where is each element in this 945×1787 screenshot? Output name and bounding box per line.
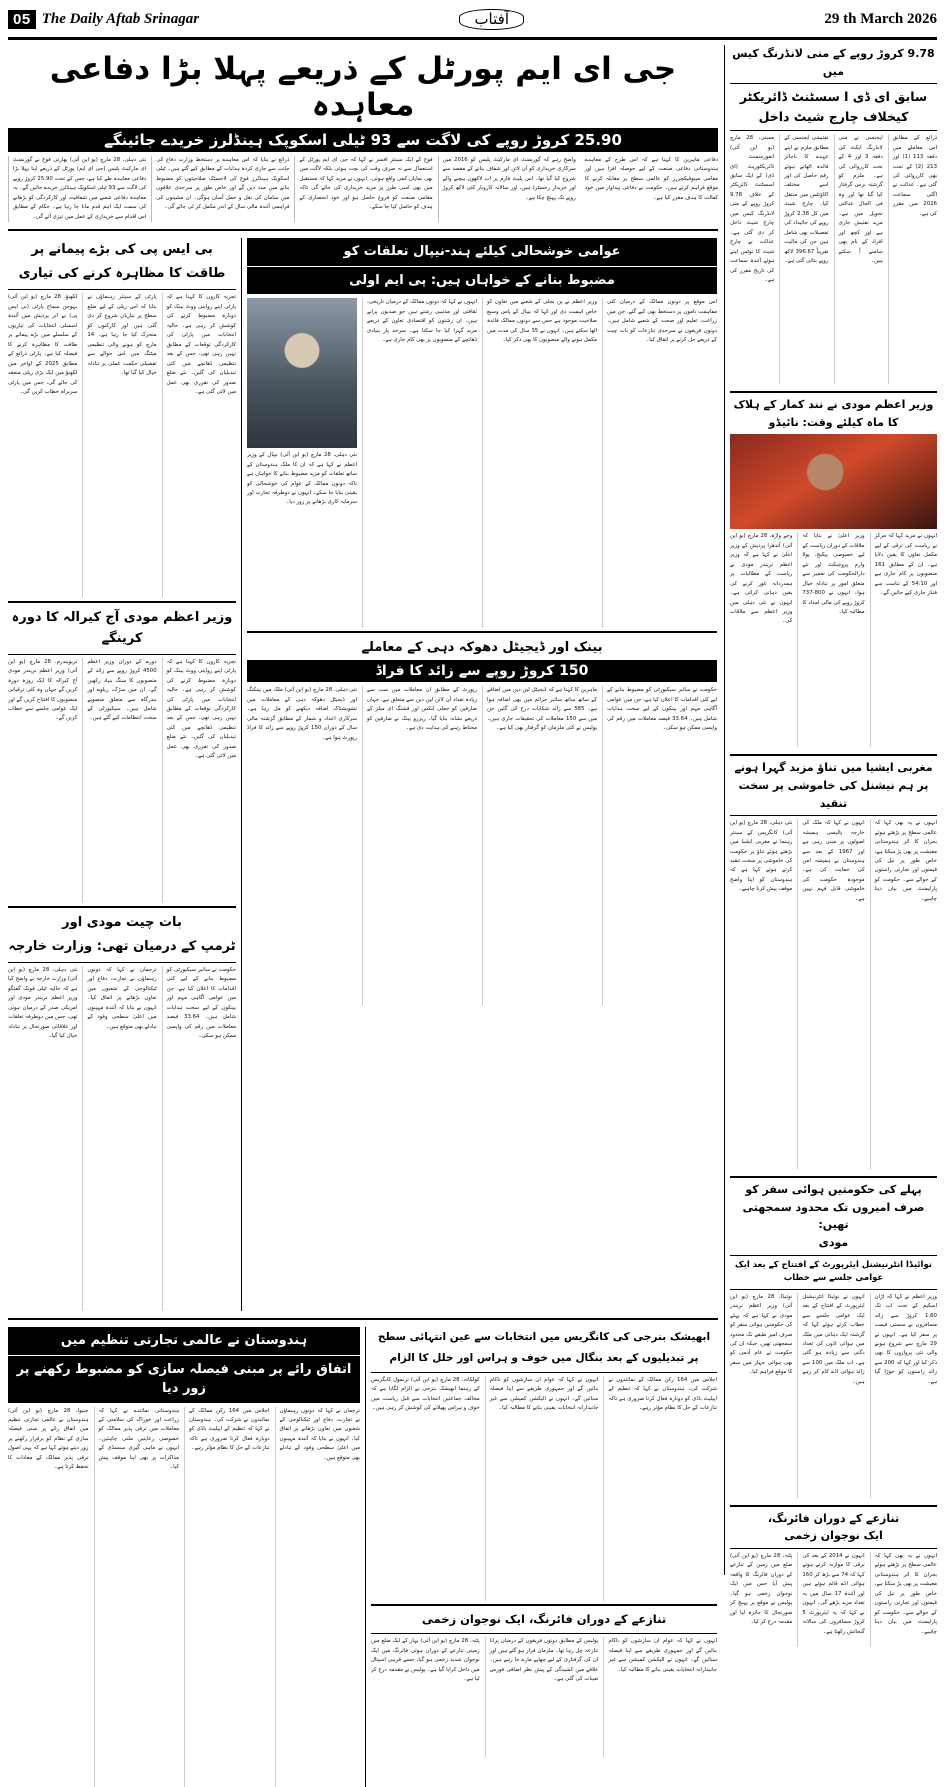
bsp-title-line-1: بی ایس پی کی بڑے پیمانے پر [31, 242, 213, 258]
article-firing [371, 1609, 717, 1758]
wto-title-line-2: اتفاق رائے پر مبنی فیصلہ سازی کو مضبوط رکھنے پر زور دیا [8, 1356, 360, 1403]
fraud-subtitle [247, 660, 717, 682]
divider-2 [8, 601, 236, 603]
modi-airport-rule-2 [730, 1289, 937, 1290]
article-right-firing [730, 1505, 937, 1647]
ed-col-1: ممبئی، 28 مارچ (یو این آئی) انفورسمنٹ ڈائریکٹوریٹ (ای ڈی) کے ایک سابق اسسٹنٹ ڈائریکٹر کے خلاف 9.78 کروڑ روپے کے منی لانڈرنگ کیس میں چارج شیٹ داخل کر دی گئی ہے۔ عدالت نے چارج شیٹ کا نوٹس لیتے ہوئے آئندہ سماعت کی تاریخ مقرر کی ہے۔ [730, 135, 775, 283]
modi-trump-col-2: ترجمان نے کہا کہ دونوں رہنماؤں نے تجارت، دفاع اور ٹیکنالوجی کے شعبوں میں تعاون بڑھانے پر اتفاق کیا۔ انہوں نے بتایا کہ آئندہ مہینوں میں اعلیٰ سطحی وفود کے تبادلے بھی متوقع ہیں۔ [82, 966, 156, 1311]
divider-6 [371, 1604, 717, 1606]
right-firing-col-2: انہوں نے 2014 کے بعد کی ترقی کا موازنہ کرتے ہوئے کہا کہ 74 سے بڑھ کر 160 ہوائی اڈے قائم ہوئے ہیں اور آئندہ 17 سال میں یہ تعداد مزید بڑھے گی۔ انہوں نے کہا کہ یہ ایئرپورٹ 5 کروڑ مسافروں کی سالانہ گنجائش رکھتا ہے۔ [797, 1552, 864, 1647]
nepal-title-line-2: مضبوط بنانے کے خواہاں ہیں: پی ایم اولی [247, 267, 717, 295]
article-wto [8, 1327, 360, 1787]
article-pm-meeting [730, 391, 937, 747]
bsp-rule [8, 289, 236, 290]
modi-trump-body [8, 966, 236, 1311]
firing-col-3: انہوں نے کہا کہ عوام ان سازشوں کو ناکام بنائیں گے اور جمہوری طریقے سے اپنا فیصلہ سنائیں گے۔ انہوں نے الیکشن کمیشن سے غیر جانبدارانہ انتخابات یقینی بنانے کا مطالبہ کیا۔ [603, 1637, 717, 1757]
lead-col-1: نئی دہلی، 28 مارچ (یو این آئی) بھارتی فوج نے گورنمنٹ ای مارکیٹ پلیس (جی ای ایم) پورٹل کے ذریعے اپنا پہلا بڑا دفاعی معاہدہ طے کیا ہے، جس کے تحت 25.90 کروڑ روپے کی لاگت سے 93 ٹیلی اسکوپک ہینڈلرز خریدے جائیں گے۔ یہ معاہدہ دفاعی شعبے میں شفافیت اور کارکردگی کو بڑھانے کی سمت ایک اہم قدم مانا جا رہا ہے۔ حکام کے مطابق اس اقدام سے خریداری کے عمل میں تیزی آئے گی۔ [8, 156, 146, 222]
wto-col-1: جنیوا، 28 مارچ (یو این آئی) ہندوستان نے عالمی تجارتی تنظیم میں اتفاق رائے پر مبنی فیصلہ سازی کے نظام کو برقرار رکھنے پر زور دیتے ہوئے کہا ہے کہ یہی اصول ترقی پذیر ممالک کے مفادات کا تحفظ کرتا ہے۔ [8, 1407, 89, 1471]
lead-col-2: ذرائع نے بتایا کہ اس معاہدے پر دستخط وزارت دفاع کی جانب سے جاری کردہ ہدایات کے مطابق کیے گئے ہیں۔ ٹیلی اسکوپک ہینڈلرز فوج کی لاجسٹک صلاحیتوں کو مضبوط بنانے میں مدد دیں گے اور خاص طور پر سرحدی علاقوں میں سامان کی نقل و حمل آسان ہوگی۔ ان مشینوں کی فراہمی آئندہ مالی سال کے اندر مکمل کر لی جائے گی۔ [151, 156, 289, 222]
fraud-col-4: حکومت نے سائبر سیکیورٹی کو مضبوط بنانے کے لیے کئی اقدامات کا اعلان کیا ہے، جن میں عوامی آگاہی مہم اور بینکوں کے لیے سخت ہدایات شامل ہیں۔ 33.64 فیصد معاملات میں رقم کی واپسی ممکن ہو سکی۔ [602, 686, 717, 1006]
ed-col-2: تفتیشی ایجنسی کے مطابق ملزم نے اپنے عہدے کا ناجائز فائدہ اٹھاتے ہوئے رقم حاصل کی اور اسے مختلف اکاؤنٹس میں منتقل کیا۔ چارج شیٹ میں کل 2.38 کروڑ روپے کی جائیداد کی تفصیلات بھی شامل ہیں جن کی مالیت تقریباً 396.67 لاکھ روپے بتائی گئی ہے۔ [779, 134, 828, 384]
lead-subheadline [8, 128, 718, 152]
modi-kerala-body [8, 658, 236, 903]
fraud-col-3: ماہرین کا کہنا ہے کہ ڈیجیٹل لین دین میں اضافے کے ساتھ ساتھ سائبر جرائم میں بھی اضافہ ہوا ہے۔ 585 سے زائد شکایات درج کی گئیں جن میں سے 150 معاملات کی تحقیقات جاری ہیں۔ پولیس نے کئی ملزمان کو گرفتار بھی کیا ہے۔ [482, 686, 597, 1006]
page-number: 05 [8, 10, 36, 29]
west-asia-body [730, 819, 937, 1169]
west-asia-title: مغربی ایشیا میں تناؤ مزید گہرا ہونے پر ہم نیشنل کی خاموشی پر سخت تنقید [734, 761, 933, 810]
bengal-title-line-1: ابھیشک بنرجی کی کانگریس میں انتخابات سے عین انتہائی سطح [377, 1331, 711, 1344]
nepal-col-2: انہوں نے کہا کہ دونوں ممالک کے درمیان تاریخی، ثقافتی اور مذہبی رشتے ہیں جو صدیوں پرانے ہیں۔ ان رشتوں کو اقتصادی تعاون کے ذریعے مزید گہرا کیا جا سکتا ہے۔ سرحد پار بنیادی ڈھانچے کے منصوبوں پر بھی کام جاری ہے۔ [362, 298, 477, 628]
paper-name: The Daily Aftab Srinagar [41, 11, 200, 27]
lead-story [8, 45, 718, 222]
bsp-title-line-2: طاقت کا مظاہرہ کرنے کی تیاری [18, 266, 226, 282]
ed-body [730, 134, 937, 384]
ed-title: سابق ای ڈی ا سسٹنٹ ڈائریکٹر کیخلاف چارج شیٹ داخل [739, 89, 928, 125]
pm-meeting-col-3: انہوں نے مزید کہا کہ مرکز نے ریاست کی ترقی کے لیے مکمل تعاون کا یقین دلایا ہے۔ ان کے مطابق 161 منصوبوں پر کام جاری ہے اور 54:10 کے تناسب سے فنڈز جاری کیے جائیں گے۔ [870, 532, 937, 747]
modi-trump-col-3: حکومت نے سائبر سیکیورٹی کو مضبوط بنانے کے لیے کئی اقدامات کا اعلان کیا ہے، جن میں عوامی آگاہی مہم اور بینکوں کے لیے سخت ہدایات شامل ہیں۔ 33.64 فیصد معاملات میں رقم کی واپسی ممکن ہو سکی۔ [162, 966, 236, 1311]
ed-col-4: ذرائع کے مطابق اس معاملے میں دفعہ 113 (1) اور 213 (2) کے تحت بھی کارروائی کی گئی ہے۔ عدالت نے اگلی سماعت 2026 میں مقرر کی ہے۔ [888, 134, 937, 384]
modi-kerala-col-2: دورے کے دوران وزیر اعظم 4500 کروڑ روپے سے زائد کے منصوبوں کا سنگ بنیاد رکھیں گے۔ ان میں سڑک، ریلوے اور بندرگاہ سے متعلق منصوبے شامل ہیں۔ سیکیورٹی کے سخت انتظامات کیے گئے ہیں۔ [82, 658, 156, 903]
bengal-col-2: انہوں نے کہا کہ عوام ان سازشوں کو ناکام بنائیں گے اور جمہوری طریقے سے اپنا فیصلہ سنائیں گے۔ انہوں نے الیکشن کمیشن سے غیر جانبدارانہ انتخابات یقینی بنانے کا مطالبہ کیا۔ [485, 1376, 599, 1601]
nepal-title-line-1: عوامی خوشحالی کیلئے ہند-نیپال تعلقات کو [247, 238, 717, 266]
fraud-col-1: نئی دہلی، 28 مارچ (یو این آئی) ملک میں بینکنگ اور ڈیجیٹل دھوکہ دہی کے معاملات میں تشویشناک اضافہ دیکھنے کو مل رہا ہے۔ سرکاری اعداد و شمار کے مطابق گزشتہ مالی سال کے دوران 150 کروڑ روپے سے زائد کا فراڈ رپورٹ ہوا ہے۔ [247, 687, 357, 741]
right-firing-title-1: تنازعے کے دوران فائرنگ، [767, 1511, 900, 1525]
paper-logo: آفتاب [459, 9, 524, 30]
west-asia-col-2: انہوں نے کہا کہ ملک کی خارجہ پالیسی ہمیشہ اصولوں پر مبنی رہی ہے اور 1967 کے بعد سے ہندوستان نے ہمیشہ امن کی حمایت کی ہے۔ موجودہ حکومت کی خاموشی قابل فہم نہیں ہے۔ [797, 819, 864, 1169]
wto-col-2: ہندوستانی نمائندے نے کہا کہ زراعت اور خوراک کی سلامتی کے معاملات میں ترقی پذیر ممالک کو خصوصی رعایتیں ملنی چاہئیں۔ انہوں نے ماہی گیری سبسڈی کے مذاکرات پر بھی اپنا موقف پیش کیا۔ [94, 1407, 180, 1787]
right-firing-col-1: پٹنہ، 28 مارچ (یو این آئی) ضلع میں زمین کے تنازعے کے دوران فائرنگ کا واقعہ پیش آیا جس میں ایک نوجوان زخمی ہو گیا۔ پولیس نے موقع پر پہنچ کر صورتحال کا جائزہ لیا اور مقدمہ درج کر لیا۔ [730, 1552, 793, 1626]
article-west-asia [730, 754, 937, 1169]
bengal-col-1: کولکاتہ، 28 مارچ (یو این آئی) ترنمول کانگریس کے رہنما ابھیشک بنرجی نے الزام لگایا ہے کہ مخالف جماعتیں انتخابات سے قبل ریاست میں خوف و ہراس پھیلانے کی کوشش کر رہی ہیں۔ [371, 1376, 480, 1411]
firing-col-1: پٹنہ، 28 مارچ (یو این آئی) بہار کے ایک ضلع میں زمینی تنازعے کے دوران ہوئی فائرنگ میں ایک نوجوان شدید زخمی ہو گیا، جسے قریبی اسپتال میں داخل کرایا گیا ہے۔ پولیس نے مقدمہ درج کر لیا ہے۔ [371, 1638, 480, 1683]
right-bottom-block [365, 1327, 717, 1787]
pm-meeting-title: وزیر اعظم مودی نے نند کمار کے ہلاک کا ماہ کیلئے وقت: نائیڈو [733, 398, 934, 429]
modi-airport-body [730, 1293, 937, 1498]
nepal-col-3: وزیر اعظم نے پن بجلی کے شعبے میں تعاون کو خاص اہمیت دی اور کہا کہ نیپال کے پاس وسیع صلاحیت موجود ہے جس سے دونوں ممالک فائدہ اٹھا سکتے ہیں۔ انہوں نے 35 سال کی مدت میں مکمل ہونے والے منصوبوں کا بھی ذکر کیا۔ [482, 298, 597, 628]
center-column-block [241, 238, 717, 1311]
lead-col-3: فوج کے ایک سینئر افسر نے کہا کہ جی ای ایم پورٹل کے استعمال سے نہ صرف وقت کی بچت ہوئی بلکہ لاگت میں بھی نمایاں کمی واقع ہوئی۔ انہوں نے مزید کہا کہ مستقبل میں بھی اسی طرز پر مزید خریداری کی جائے گی تاکہ مقامی صنعت کو فروغ حاصل ہو اور خود انحصاری کے ہدف کو حاصل کیا جا سکے۔ [294, 156, 432, 222]
article-bengal [371, 1327, 717, 1601]
article-bsp [8, 238, 236, 598]
nepal-photo [247, 298, 357, 448]
article-nepal [247, 238, 717, 628]
lead-body [8, 156, 718, 222]
modi-kerala-col-1: تریویندرم، 28 مارچ (یو این آئی) وزیر اعظم نریندر مودی آج کیرالہ کا ایک روزہ دورہ کریں گے جہاں وہ کئی ترقیاتی منصوبوں کا افتتاح کریں گے اور ایک عوامی جلسے سے خطاب کریں گے۔ [8, 658, 78, 722]
masthead-left [8, 10, 199, 29]
article-modi-airport [730, 1176, 937, 1498]
west-asia-col-3: انہوں نے یہ بھی کہا کہ عالمی سطح پر بڑھتے ہوئے بحران کا اثر ہندوستانی معیشت پر بھی پڑ سکتا ہے، خاص طور پر تیل کی قیمتوں اور تجارتی راستوں کے حوالے سے۔ حکومت کو پارلیمنٹ میں بیان دینا چاہیے۔ [870, 819, 937, 1169]
divider-3 [8, 906, 236, 908]
wto-col-3: اجلاس میں 164 رکن ممالک کے نمائندوں نے شرکت کی۔ ہندوستان نے کہا کہ تنظیم کے اپیلیٹ باڈی کو دوبارہ فعال کرنا ضروری ہے تاکہ تنازعات کے حل کا نظام مؤثر رہے۔ [184, 1407, 270, 1787]
firing-rule [371, 1633, 717, 1634]
modi-trump-rule [8, 962, 236, 963]
right-firing-rule [730, 1548, 937, 1549]
divider-4 [247, 631, 717, 633]
wto-col-4: ترجمان نے کہا کہ دونوں رہنماؤں نے تجارت، دفاع اور ٹیکنالوجی کے شعبوں میں تعاون بڑھانے پر اتفاق کیا۔ انہوں نے بتایا کہ آئندہ مہینوں میں اعلیٰ سطحی وفود کے تبادلے بھی متوقع ہیں۔ [275, 1407, 361, 1787]
bsp-col-3: تجزیہ کاروں کا کہنا ہے کہ پارٹی اپنے روایتی ووٹ بینک کو دوبارہ مضبوط کرنے کی کوشش کر رہی ہے۔ حالیہ انتخابات میں پارٹی کی کارکردگی توقعات کے مطابق نہیں رہی تھی، جس کے بعد تنظیمی ڈھانچے میں کئی تبدیلیاں کی گئیں۔ نئے ضلع صدور کی تقرری بھی عمل میں لائی گئی ہے۔ [162, 293, 236, 598]
divider-1 [8, 229, 718, 231]
lead-col-5: دفاعی ماہرین کا کہنا ہے کہ اس طرح کے معاہدے ہندوستانی دفاعی صنعت کے لیے حوصلہ افزا ہیں اور مقامی مینوفیکچررز کو عالمی سطح پر مقابلہ کرنے کا موقع فراہم کرتے ہیں۔ حکومت نے دفاعی پیداوار میں خود کفالت کا ہدف مقرر کیا ہے۔ [584, 157, 719, 201]
west-asia-col-1: نئی دہلی، 28 مارچ (یو این آئی) کانگریس کے سینئر رہنما نے مغربی ایشیا میں بڑھتے ہوئے تناؤ پر حکومت کی خاموشی پر سخت تنقید کرتے ہوئے کہا ہے کہ ہندوستان کو اپنا واضح موقف پیش کرنا چاہیے۔ [730, 820, 793, 893]
firing-col-2: پولیس کے مطابق دونوں فریقوں کے درمیان پرانا تنازعہ چل رہا تھا۔ ملزمان فرار ہو گئے ہیں اور ان کی گرفتاری کے لیے چھاپے مارے جا رہے ہیں۔ علاقے میں کشیدگی کے پیش نظر اضافی فورس تعینات کی گئی ہے۔ [485, 1637, 599, 1757]
bengal-col-3: اجلاس میں 164 رکن ممالک کے نمائندوں نے شرکت کی۔ ہندوستان نے کہا کہ تنظیم کے اپیلیٹ باڈی کو دوبارہ فعال کرنا ضروری ہے تاکہ تنازعات کے حل کا نظام مؤثر رہے۔ [603, 1376, 717, 1601]
bengal-title-line-2: پر تبدیلیوں کے بعد بنگال میں خوف و ہراس اور خلل کا الزام [389, 1351, 699, 1364]
fraud-col-2: رپورٹ کے مطابق ان معاملات میں سب سے زیادہ تعداد آن لائن لین دین سے متعلق ہے، جہاں صارفین کو جعلی لنکس اور فشنگ ای میلز کے ذریعے نشانہ بنایا گیا۔ ریزرو بینک نے صارفین کو محتاط رہنے کی ہدایت دی ہے۔ [362, 686, 477, 1006]
pm-meeting-body [730, 532, 937, 747]
right-firing-title-2: ایک نوجوان زخمی [784, 1529, 883, 1543]
right-rail [724, 45, 937, 1635]
modi-kerala-title: وزیر اعظم مودی آج کیرالہ کا دورہ کرینگے [11, 610, 233, 646]
ed-rule-2 [730, 130, 937, 131]
modi-trump-title-1: بات چیت مودی اور [62, 914, 182, 930]
nepal-col-4: اس موقع پر دونوں ممالک کے درمیان کئی مفاہمت ناموں پر دستخط بھی کیے گئے، جن میں زراعت، تعلیم اور صحت کے شعبے شامل ہیں۔ دونوں فریقوں نے سرحدی تنازعات کو بات چیت کے ذریعے حل کرنے پر اتفاق کیا۔ [602, 298, 717, 628]
modi-trump-title-2: ٹرمپ کے درمیان تھی: وزارت خارجہ [8, 938, 236, 954]
main-columns [8, 45, 719, 1683]
lead-sub-text: کروڑ روپے کی لاگت سے 93 ٹیلی اسکوپک ہینڈلرز خریدے جائینگے [104, 131, 570, 149]
issue-date: 29 th March 2026 [824, 11, 937, 27]
modi-airport-col-3: وزیر اعظم نے کہا کہ اڑان اسکیم کے تحت اب تک 1.60 کروڑ سے زائد مسافروں نے سستی قیمت پر سفر کیا ہے۔ انہوں نے 29 مارچ سے شروع ہونے والی نئی پروازوں کا بھی ذکر کیا اور کہا کہ 200 سے زائد راستوں کو جوڑا گیا ہے۔ [870, 1293, 937, 1498]
row-bsp-nepal [8, 238, 718, 1311]
bsp-col-2: پارٹی کے سینئر رہنماؤں نے بتایا کہ اس ریلی کے لیے ضلع سطح پر تیاریاں شروع کر دی گئی ہیں اور کارکنوں کو متحرک کیا جا رہا ہے۔ 14 مارچ کو ہونے والی تنظیمی میٹنگ میں اس حوالے سے تفصیلی حکمت عملی پر تبادلہ خیال کیا گیا تھا۔ [82, 293, 156, 598]
modi-airport-title-2: مودی [818, 1235, 849, 1249]
divider-5 [8, 1318, 718, 1320]
bsp-body [8, 293, 236, 598]
article-ed-chargesheet [730, 45, 937, 384]
modi-trump-col-1: نئی دہلی، 28 مارچ (یو این آئی) وزارت خارجہ نے واضح کیا ہے کہ حالیہ ٹیلی فونک گفتگو وزیر اعظم نریندر مودی اور امریکی صدر کے درمیان ہوئی تھی، جس میں دوطرفہ تعلقات اور علاقائی صورتحال پر تبادلہ خیال کیا گیا۔ [8, 967, 78, 1040]
modi-airport-col-2: انہوں نے نوئیڈا انٹرنیشنل ایئرپورٹ کے افتتاح کے بعد ایک عوامی جلسے سے خطاب کرتے ہوئے کہا کہ گزشتہ ایک دہائی میں ملک میں ہوائی اڈوں کی تعداد دگنی سے زیادہ ہو گئی ہے۔ اب ملک میں 100 سے زائد ہوائی اڈے کام کر رہے ہیں۔ [797, 1293, 864, 1498]
bengal-body [371, 1376, 717, 1601]
lead-col-4: واضح رہے کہ گورنمنٹ ای مارکیٹ پلیس کو 2016 میں سرکاری خریداری کو آن لائن اور شفاف بنانے کے مقصد سے شروع کیا گیا تھا۔ اس پلیٹ فارم پر اب لاکھوں بیچنے والے اور خریدار رجسٹرڈ ہیں، اور سالانہ کاروبار کئی لاکھ کروڑ روپے تک پہنچ چکا ہے۔ [438, 156, 576, 222]
page-body [8, 45, 937, 1683]
modi-airport-rule-1 [730, 1255, 937, 1256]
fraud-sub-number: 150 [559, 663, 589, 680]
ed-col-3: ایجنسی نے منی لانڈرنگ ایکٹ کی دفعہ 3 اور 4 کے تحت کارروائی کی ہے۔ ملزم کو گزشتہ برس گرفتار کیا گیا تھا اور وہ فی الحال عدالتی تحویل میں ہے۔ مزید تفتیش جاری ہے اور کچھ اور افراد کے نام بھی سامنے آ سکتے ہیں۔ [834, 134, 883, 384]
modi-airport-title-1: پہلے کی حکومتیں ہوائی سفر کو صرف امیروں تک محدود سمجھتی تھیں: [742, 1183, 925, 1232]
firing-body [371, 1637, 717, 1757]
wto-title-line-1: ہندوستان نے عالمی تجارتی تنظیم میں [8, 1327, 360, 1355]
firing-title: تنازعے کے دوران فائرنگ، ایک نوجوان زخمی [421, 1611, 667, 1626]
pm-meeting-photo [730, 434, 937, 529]
pm-meeting-col-1: وجے واڑہ، 28 مارچ (یو این آئی) آندھرا پردیش کے وزیر اعلیٰ نے کہا ہے کہ وزیر اعظم نریندر مودی نے ریاست کے مطالبات پر ہمدردانہ غور کرنے کی یقین دہانی کرائی ہے۔ انہوں نے نئی دہلی میں وزیر اعظم سے ملاقات کی۔ [730, 533, 793, 625]
article-modi-kerala [8, 606, 236, 902]
row-bottom [8, 1327, 718, 1787]
nepal-col-photo [247, 298, 357, 628]
right-firing-body [730, 1552, 937, 1647]
modi-airport-col-1: نوئیڈا، 28 مارچ (یو این آئی) وزیر اعظم نریندر مودی نے کہا ہے کہ پہلے کی حکومتیں ہوائی سفر کو صرف امیر طبقے تک محدود سمجھتی تھیں، جبکہ ان کی حکومت نے عام آدمی کو بھی ہوائی جہاز میں سفر کا موقع فراہم کیا۔ [730, 1293, 793, 1376]
modi-kerala-rule [8, 654, 236, 655]
ed-kicker: 9.78 کروڑ روپے کے منی لانڈرنگ کیس میں [732, 47, 935, 78]
nepal-body [247, 298, 717, 628]
west-asia-rule [730, 815, 937, 816]
wto-body [8, 1407, 360, 1787]
article-modi-trump [8, 911, 236, 1311]
fraud-title: بینک اور ڈیجیٹل دھوکہ دہی کے معاملے [361, 640, 603, 656]
nepal-col-1: نئی دہلی، 28 مارچ (یو این آئی) نیپال کے وزیر اعظم نے کہا ہے کہ ان کا ملک ہندوستان کے ساتھ تعلقات کو مزید مضبوط بنانے کا خواہاں ہے تاکہ دونوں ممالک کے عوام کی خوشحالی کو یقینی بنایا جا سکے۔ انہوں نے دوطرفہ تجارت اور سرمایہ کاری بڑھانے پر زور دیا۔ [247, 452, 357, 506]
fraud-sub-text: کروڑ روپے سے زائد کا فراڈ [375, 663, 555, 680]
fraud-body [247, 686, 717, 1006]
ed-rule-1 [730, 83, 937, 84]
lead-sub-number: 25.90 [574, 131, 622, 149]
lead-headline: جی ای ایم پورٹل کے ذریعے پہلا بڑا دفاعی معاہدہ [49, 51, 677, 123]
article-fraud [247, 636, 717, 1006]
left-column-block [8, 238, 236, 1311]
masthead [8, 6, 937, 40]
bengal-rule [371, 1372, 717, 1373]
modi-kerala-col-3: تجزیہ کاروں کا کہنا ہے کہ پارٹی اپنے روایتی ووٹ بینک کو دوبارہ مضبوط کرنے کی کوشش کر رہی ہے۔ حالیہ انتخابات میں پارٹی کی کارکردگی توقعات کے مطابق نہیں رہی تھی، جس کے بعد تنظیمی ڈھانچے میں کئی تبدیلیاں کی گئیں۔ نئے ضلع صدور کی تقرری بھی عمل میں لائی گئی ہے۔ [162, 658, 236, 903]
pm-meeting-col-2: وزیر اعلیٰ نے بتایا کہ ملاقات کے دوران ریاست کے لیے خصوصی پیکیج، پولا وارم پروجیکٹ اور نئے دارالحکومت کی تعمیر سے متعلق امور پر تبادلہ خیال ہوا۔ انہوں نے 800-737 کروڑ روپے کی مالی امداد کا مطالبہ کیا۔ [797, 532, 864, 747]
right-firing-col-3: انہوں نے یہ بھی کہا کہ عالمی سطح پر بڑھتے ہوئے بحران کا اثر ہندوستانی معیشت پر بھی پڑ سکتا ہے، خاص طور پر تیل کی قیمتوں اور تجارتی راستوں کے حوالے سے۔ حکومت کو پارلیمنٹ میں بیان دینا چاہیے۔ [870, 1552, 937, 1647]
bsp-col-1: لکھنؤ، 28 مارچ (یو این آئی) بہوجن سماج پارٹی (بی ایس پی) نے اتر پردیش میں آئندہ اسمبلی انتخابات کی تیاریوں کے سلسلے میں بڑے پیمانے پر طاقت کا مظاہرہ کرنے کا فیصلہ کیا ہے۔ پارٹی ذرائع کے مطابق 2025 کے اواخر میں لکھنؤ میں ایک بڑی ریلی منعقد کی جائے گی، جس میں پارٹی سربراہ خطاب کریں گی۔ [8, 294, 78, 395]
modi-airport-subtitle: نوائیڈا انٹرنیشنل ایئرپورٹ کے افتتاح کے بعد ایک عوامی جلسے سے خطاب [735, 1259, 932, 1284]
